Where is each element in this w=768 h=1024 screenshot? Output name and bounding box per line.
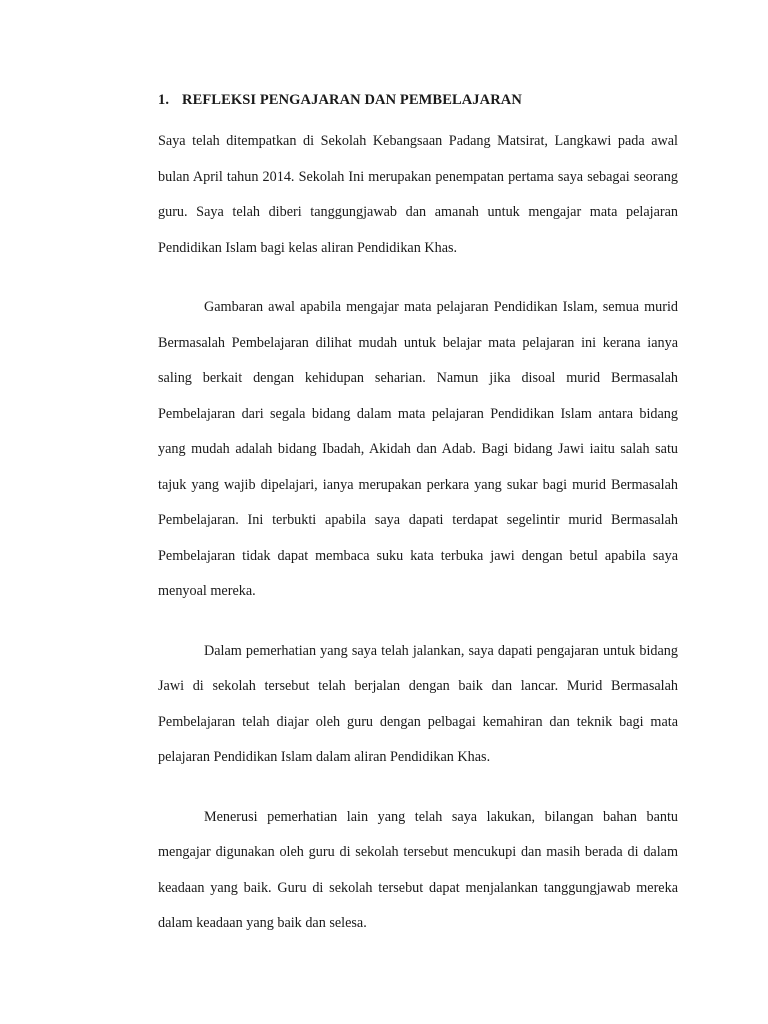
section-number: 1. bbox=[158, 92, 170, 108]
section-heading bbox=[158, 90, 678, 110]
document-page bbox=[158, 90, 678, 966]
section-title: REFLEKSI PENGAJARAN DAN PEMBELAJARAN bbox=[182, 92, 522, 108]
paragraph-1: Saya telah ditempatkan di Sekolah Kebangsaan Padang Matsirat, Langkawi pada awal bulan April tahun 2014. Sekolah Ini merupakan penempatan pertama saya sebagai seorang guru. Saya telah diberi tanggungjawab dan amanah untuk mengajar mata pelajaran Pendidikan Islam bagi kelas aliran Pendidikan Khas. bbox=[158, 133, 678, 256]
paragraph-2: Gambaran awal apabila mengajar mata pelajaran Pendidikan Islam, semua murid Bermasalah Pembelajaran dilihat mudah untuk belajar mata pelajaran ini kerana ianya saling berkait dengan kehidupan seharian. Namun jika disoal murid Bermasalah Pembelajaran dari segala bidang dalam mata pelajaran Pendidikan Islam antara bidang yang mudah adalah bidang Ibadah, Akidah dan Adab. Bagi bidang Jawi iaitu salah satu tajuk yang wajib dipelajari, ianya merupakan perkara yang sukar bagi murid Bermasalah Pembelajaran. Ini terbukti apabila saya dapati terdapat segelintir murid Bermasalah Pembelajaran tidak dapat membaca suku kata terbuka jawi dengan betul apabila saya menyoal mereka. bbox=[158, 299, 678, 599]
paragraph-4: Menerusi pemerhatian lain yang telah saya lakukan, bilangan bahan bantu mengajar digunakan oleh guru di sekolah tersebut mencukupi dan masih berada di dalam keadaan yang baik. Guru di sekolah tersebut dapat menjalankan tanggungjawab mereka dalam keadaan yang baik dan selesa. bbox=[158, 808, 678, 931]
paragraph-3: Dalam pemerhatian yang saya telah jalankan, saya dapati pengajaran untuk bidang Jawi di sekolah tersebut telah berjalan dengan baik dan lancar. Murid Bermasalah Pembelajaran telah diajar oleh guru dengan pelbagai kemahiran dan teknik bagi mata pelajaran Pendidikan Islam dalam aliran Pendidikan Khas. bbox=[158, 642, 678, 765]
